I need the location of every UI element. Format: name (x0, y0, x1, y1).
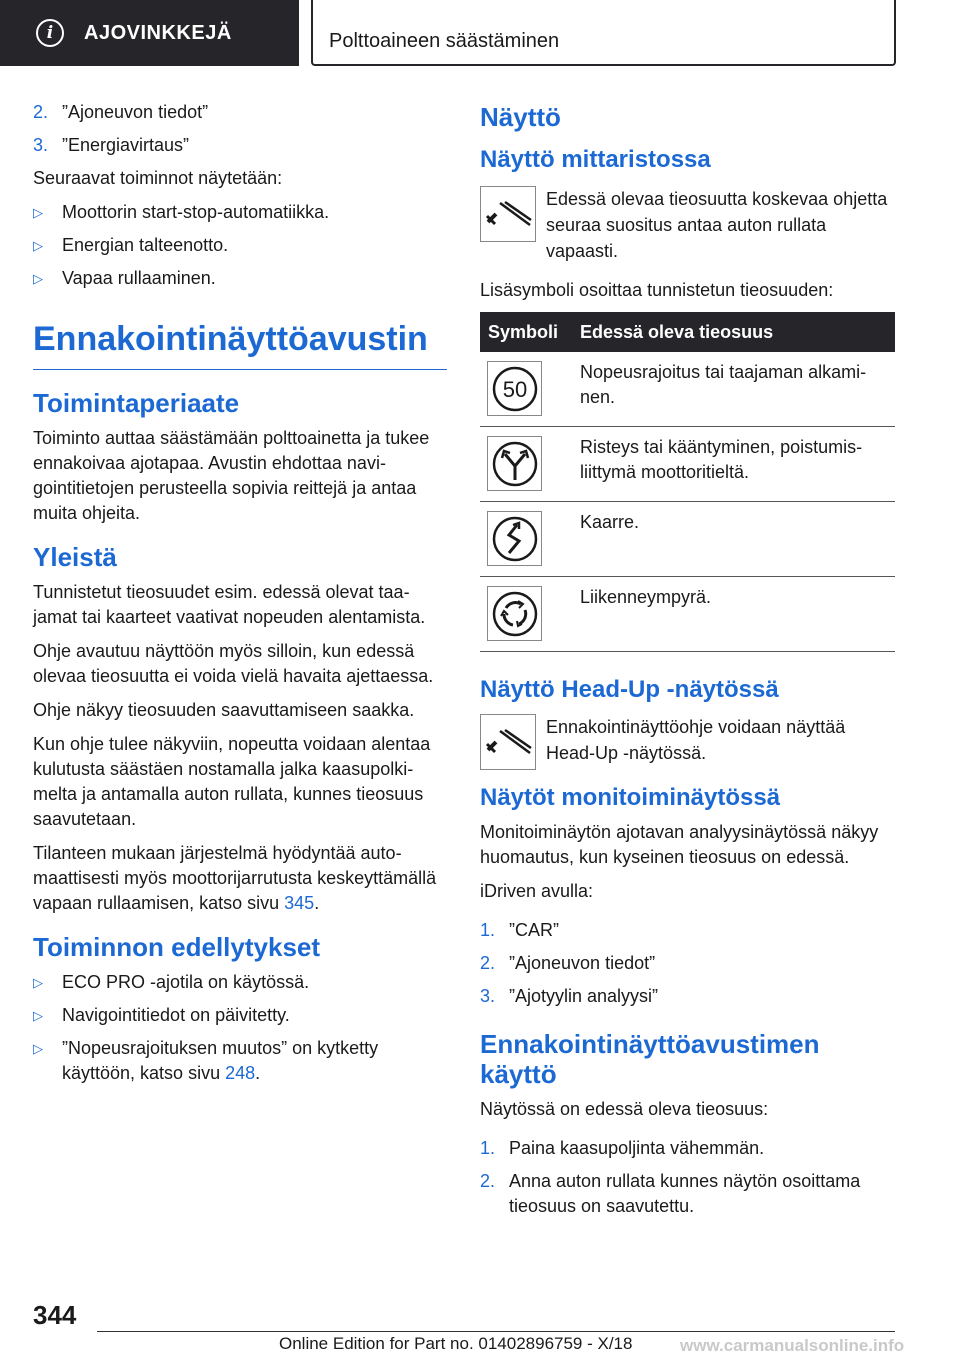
triangle-bullet-icon: ▷ (33, 1041, 43, 1056)
extra-symbol-text: Lisäsymboli osoittaa tunnistetun tieosuuden: (480, 280, 834, 300)
svg-text:50: 50 (502, 376, 527, 402)
right-column (480, 100, 895, 1227)
bullet-item: ▷ Vapaa rullaaminen. (33, 266, 447, 291)
table-row: Liikenneympyrä. (480, 577, 895, 652)
chapter-header (311, 0, 896, 66)
triangle-bullet-icon: ▷ (33, 238, 43, 253)
section-label: AJOVINKKEJÄ (84, 21, 232, 44)
section-tab (0, 0, 299, 66)
usage-heading: Ennakointinäyttöavustimen käyttö (480, 1029, 820, 1089)
idrive-text: iDriven avulla: (480, 881, 594, 901)
triangle-bullet-icon: ▷ (33, 205, 43, 220)
numbered-step: 1. ”CAR” (480, 920, 559, 940)
following-intro: Seuraavat toiminnot näytetään: (33, 168, 283, 188)
numbered-step: 3. ”Ajotyylin analyysi” (480, 986, 659, 1006)
page-link-248[interactable]: 248 (225, 1063, 256, 1083)
speed-limit-50-icon (487, 361, 542, 416)
curve-icon (487, 511, 542, 566)
table-header: Symboli Edessä oleva tieosuus (480, 312, 895, 352)
monitor-text: Monitoiminäytön ajotavan analyysinäytössä näkyy huomautus, kun kyseinen tieosuus on edessä. (480, 822, 879, 867)
table-row: Kaarre. (480, 502, 895, 577)
edition-text: Online Edition for Part no. 01402896759 - X/18 (279, 1334, 633, 1353)
general-heading: Yleistä (33, 542, 117, 572)
numbered-step: 1. Paina kaasupoljinta vähemmän. (480, 1138, 765, 1158)
page-number: 344 (33, 1300, 77, 1330)
triangle-bullet-icon: ▷ (33, 1008, 43, 1023)
general-paragraph: Tunnistetut tieosuudet esim. edessä olevat taajamat tai kaarteet vaativat nopeuden alentamista. (33, 582, 426, 627)
monitor-heading: Näytöt monitoiminäytössä (480, 784, 781, 811)
main-heading: Ennakointinäyttöavustin (33, 319, 447, 370)
numbered-step: 3. ”Energiavirtaus” (33, 135, 190, 155)
cluster-info: Edessä olevaa tieosuutta koskevaa ohjetta seuraa suositus antaa auton rullata vapaasti. (480, 186, 895, 264)
symbol-table (480, 312, 895, 652)
coasting-icon (480, 714, 536, 770)
page-link-345[interactable]: 345 (284, 893, 315, 913)
general-paragraph: Kun ohje tulee näkyviin, nopeutta voidaan alentaa kulutusta säästäen nostamalla jalka kaasupolkimelta ja antamalla auton rullata, kunnes tieosuus saavutetaan. (33, 734, 431, 829)
left-column (33, 100, 447, 1094)
hud-heading: Näyttö Head-Up -näytössä (480, 676, 779, 703)
bullet-item: ▷ Navigointitiedot on päivitetty. (33, 1003, 447, 1028)
table-row: 50 Nopeusrajoitus tai taajaman alkaminen. (480, 352, 895, 427)
general-paragraph: Ohje näkyy tieosuuden saavuttamiseen saakka. (33, 700, 415, 720)
numbered-step: 2. ”Ajoneuvon tiedot” (480, 953, 656, 973)
table-row: Risteys tai kääntyminen, poistumisliittymä moottoritieltä. (480, 427, 895, 502)
roundabout-icon (487, 586, 542, 641)
bullet-item: ▷ ECO PRO -ajotila on käytössä. (33, 970, 447, 995)
principle-text: Toiminto auttaa säästämään polttoainetta ja tukee ennakoivaa ajotapaa. Avustin ehdottaa navigointitietojen perusteella sopivia reittejä ja antaa muita ohjeita. (33, 428, 430, 523)
triangle-bullet-icon: ▷ (33, 271, 43, 286)
bullet-item: ▷ ”Nopeusrajoituksen muutos” on kytketty käyttöön, katso sivu 248. (33, 1036, 447, 1086)
bullet-item: ▷ Energian talteenotto. (33, 233, 447, 258)
general-paragraph: Tilanteen mukaan järjestelmä hyödyntää automaattisesti myös moottorijarrutusta keskeyttämällä vapaan rullaamisen, katso sivu 345. (33, 843, 437, 913)
watermark: www.carmanualsonline.info (680, 1336, 905, 1355)
numbered-step: 2. ”Ajoneuvon tiedot” (33, 102, 209, 122)
footer-divider (97, 1331, 895, 1332)
general-paragraph: Ohje avautuu näyttöön myös silloin, kun edessä olevaa tieosuutta ei voida vielä havaita ajettaessa. (33, 641, 434, 686)
info-icon: i (36, 19, 64, 47)
numbered-step: 2. Anna auton rullata kunnes näytön osoittama tieosuus on saavutettu. (480, 1171, 861, 1216)
cluster-heading: Näyttö mittaristossa (480, 146, 711, 173)
usage-text: Näytössä on edessä oleva tieosuus: (480, 1099, 769, 1119)
prerequisites-heading: Toiminnon edellytykset (33, 932, 321, 962)
chapter-title: Polttoaineen säästäminen (329, 30, 560, 52)
hud-info: Ennakointinäyttöohje voidaan näyttää Head-Up -näytössä. (480, 714, 895, 770)
principle-heading: Toimintaperiaate (33, 388, 240, 418)
display-heading: Näyttö (480, 102, 561, 132)
bullet-item: ▷ Moottorin start-stop-automatiikka. (33, 200, 447, 225)
triangle-bullet-icon: ▷ (33, 975, 43, 990)
junction-icon (487, 436, 542, 491)
coasting-icon (480, 186, 536, 242)
